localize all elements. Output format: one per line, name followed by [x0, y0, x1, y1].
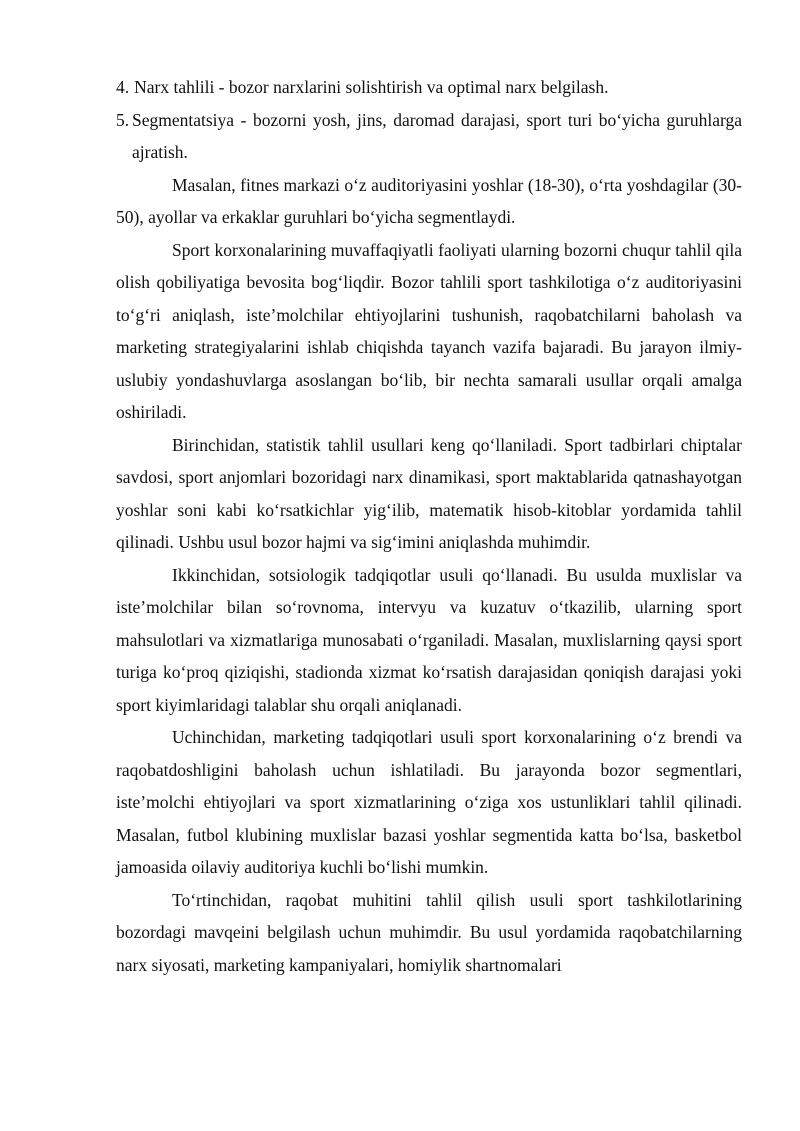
paragraph-1: Masalan, fitnes markazi o‘z auditoriyasini yoshlar (18-30), o‘rta yoshdagilar (30-50), ayollar va erkaklar guruhlari bo‘yicha segmentlaydi. [116, 174, 742, 227]
list-text: Narx tahlili - bozor narxlarini solishtirish va optimal narx belgilash. [134, 77, 609, 97]
list-item-5 [116, 104, 742, 169]
paragraph-4: Ikkinchidan, sotsiologik tadqiqotlar usuli qo‘llanadi. Bu usulda muxlislar va iste’molchilar bilan so‘rovnoma, intervyu va kuzatuv o‘tkazilib, ularning sport mahsulotlari va xizmatlariga munosabati o‘rganiladi. Masalan, muxlislarning qaysi sport turiga ko‘proq qiziqishi, stadionda xizmat ko‘rsatish darajasidan qoniqish darajasi yoki sport kiyimlaridagi talablar shu orqali aniqlanadi. [116, 564, 742, 715]
list-number: 4. [116, 77, 130, 97]
paragraph-3: Birinchidan, statistik tahlil usullari keng qo‘llaniladi. Sport tadbirlari chiptalar savdosi, sport anjomlari bozoridagi narx dinamikasi, sport maktablarida qatnashayotgan yoshlar soni kabi ko‘rsatkichlar yig‘ilib, matematik hisob-kitoblar yordamida tahlil qilinadi. Ushbu usul bozor hajmi va sig‘imini aniqlashda muhimdir. [116, 434, 742, 552]
paragraph-2: Sport korxonalarining muvaffaqiyatli faoliyati ularning bozorni chuqur tahlil qila olish qobiliyatiga bevosita bog‘liqdir. Bozor tahlili sport tashkilotiga o‘z auditoriyasini to‘g‘ri aniqlash, iste’molchilar ehtiyojlarini tushunish, raqobatchilarni baholash va marketing strategiyalarini ishlab chiqishda tayanch vazifa bajaradi. Bu jarayon ilmiy-uslubiy yondashuvlarga asoslangan bo‘lib, bir nechta samarali usullar orqali amalga oshiriladi. [116, 239, 742, 422]
list-number: 5. [116, 109, 130, 130]
list-item-4 [116, 71, 742, 104]
paragraph-6: To‘rtinchidan, raqobat muhitini tahlil qilish usuli sport tashkilotlarining bozordagi mavqeini belgilash uchun muhimdir. Bu usul yordamida raqobatchilarning narx siyosati, marketing kampaniyalari, homiylik shartnomalari [116, 889, 742, 975]
document-body [116, 71, 742, 981]
list-text: Segmentatsiya - bozorni yosh, jins, daromad darajasi, sport turi bo‘yicha guruhlarga ajratish. [132, 109, 742, 162]
paragraph-5: Uchinchidan, marketing tadqiqotlari usuli sport korxonalarining o‘z brendi va raqobatdoshligini baholash uchun ishlatiladi. Bu jarayonda bozor segmentlari, iste’molchi ehtiyojlari va sport xizmatlarining o‘ziga xos ustunliklari tahlil qilinadi. Masalan, futbol klubining muxlislar bazasi yoshlar segmentida katta bo‘lsa, basketbol jamoasida oilaviy auditoriya kuchli bo‘lishi mumkin. [116, 727, 742, 877]
